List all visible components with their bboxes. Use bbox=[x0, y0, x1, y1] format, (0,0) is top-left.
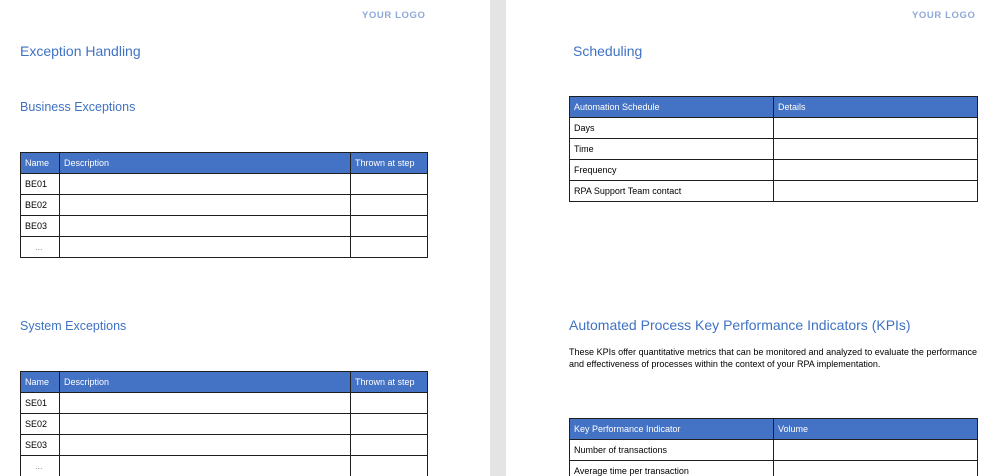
cell-description bbox=[60, 174, 351, 195]
cell-thrown-at-step bbox=[351, 414, 428, 435]
table-header-row bbox=[570, 419, 978, 440]
cell-volume bbox=[774, 440, 978, 461]
logo-placeholder: YOUR LOGO bbox=[912, 10, 976, 21]
logo-placeholder: YOUR LOGO bbox=[362, 10, 426, 21]
cell-description bbox=[60, 435, 351, 456]
column-header-description: Description bbox=[60, 153, 351, 174]
kpi-description-paragraph: These KPIs offer quantitative metrics that can be monitored and analyzed to evaluate the performance and effectiveness of processes within the context of your RPA implementation. bbox=[569, 347, 977, 369]
cell-description bbox=[60, 195, 351, 216]
cell-details bbox=[774, 139, 978, 160]
cell-name: ... bbox=[21, 237, 60, 258]
cell-schedule-item: Time bbox=[570, 139, 774, 160]
cell-schedule-item: Days bbox=[570, 118, 774, 139]
cell-name: BE03 bbox=[21, 216, 60, 237]
cell-name: BE02 bbox=[21, 195, 60, 216]
column-header-kpi: Key Performance Indicator bbox=[570, 419, 774, 440]
cell-description bbox=[60, 237, 351, 258]
cell-volume bbox=[774, 461, 978, 476]
table-row bbox=[21, 414, 428, 435]
document-page-left bbox=[0, 0, 490, 476]
cell-name: SE02 bbox=[21, 414, 60, 435]
table-row bbox=[570, 160, 978, 181]
page-title-exception-handling: Exception Handling bbox=[20, 43, 141, 59]
table-row bbox=[570, 440, 978, 461]
business-exceptions-table bbox=[20, 152, 428, 258]
cell-kpi: Number of transactions bbox=[570, 440, 774, 461]
heading-kpis: Automated Process Key Performance Indicators (KPIs) bbox=[569, 317, 911, 333]
table-row bbox=[570, 118, 978, 139]
table-header-row bbox=[21, 372, 428, 393]
cell-kpi: Average time per transaction bbox=[570, 461, 774, 476]
heading-system-exceptions: System Exceptions bbox=[20, 319, 127, 333]
cell-thrown-at-step bbox=[351, 216, 428, 237]
table-row bbox=[570, 139, 978, 160]
cell-description bbox=[60, 414, 351, 435]
cell-thrown-at-step bbox=[351, 237, 428, 258]
table-row bbox=[21, 174, 428, 195]
cell-details bbox=[774, 181, 978, 202]
cell-thrown-at-step bbox=[351, 195, 428, 216]
automation-schedule-table bbox=[569, 96, 978, 202]
column-header-automation-schedule: Automation Schedule bbox=[570, 97, 774, 118]
heading-business-exceptions: Business Exceptions bbox=[20, 100, 136, 114]
cell-description bbox=[60, 216, 351, 237]
table-row bbox=[21, 456, 428, 476]
table-row bbox=[570, 461, 978, 476]
column-header-thrown-at-step: Thrown at step bbox=[351, 153, 428, 174]
cell-description bbox=[60, 456, 351, 476]
cell-schedule-item: Frequency bbox=[570, 160, 774, 181]
table-header-row bbox=[570, 97, 978, 118]
kpi-table bbox=[569, 418, 978, 476]
column-header-name: Name bbox=[21, 153, 60, 174]
table-row bbox=[21, 393, 428, 414]
table-row bbox=[21, 216, 428, 237]
cell-description bbox=[60, 393, 351, 414]
document-page-right bbox=[506, 0, 1005, 476]
cell-thrown-at-step bbox=[351, 435, 428, 456]
column-header-name: Name bbox=[21, 372, 60, 393]
table-row bbox=[21, 195, 428, 216]
column-header-thrown-at-step: Thrown at step bbox=[351, 372, 428, 393]
cell-name: SE03 bbox=[21, 435, 60, 456]
table-row bbox=[21, 237, 428, 258]
cell-name: BE01 bbox=[21, 174, 60, 195]
table-row bbox=[21, 435, 428, 456]
column-header-volume: Volume bbox=[774, 419, 978, 440]
cell-thrown-at-step bbox=[351, 393, 428, 414]
cell-name: SE01 bbox=[21, 393, 60, 414]
column-header-details: Details bbox=[774, 97, 978, 118]
cell-schedule-item: RPA Support Team contact bbox=[570, 181, 774, 202]
cell-details bbox=[774, 160, 978, 181]
cell-thrown-at-step bbox=[351, 174, 428, 195]
cell-thrown-at-step bbox=[351, 456, 428, 476]
column-header-description: Description bbox=[60, 372, 351, 393]
system-exceptions-table bbox=[20, 371, 428, 476]
cell-name: ... bbox=[21, 456, 60, 476]
table-header-row bbox=[21, 153, 428, 174]
cell-details bbox=[774, 118, 978, 139]
page-title-scheduling: Scheduling bbox=[573, 43, 643, 59]
table-row bbox=[570, 181, 978, 202]
